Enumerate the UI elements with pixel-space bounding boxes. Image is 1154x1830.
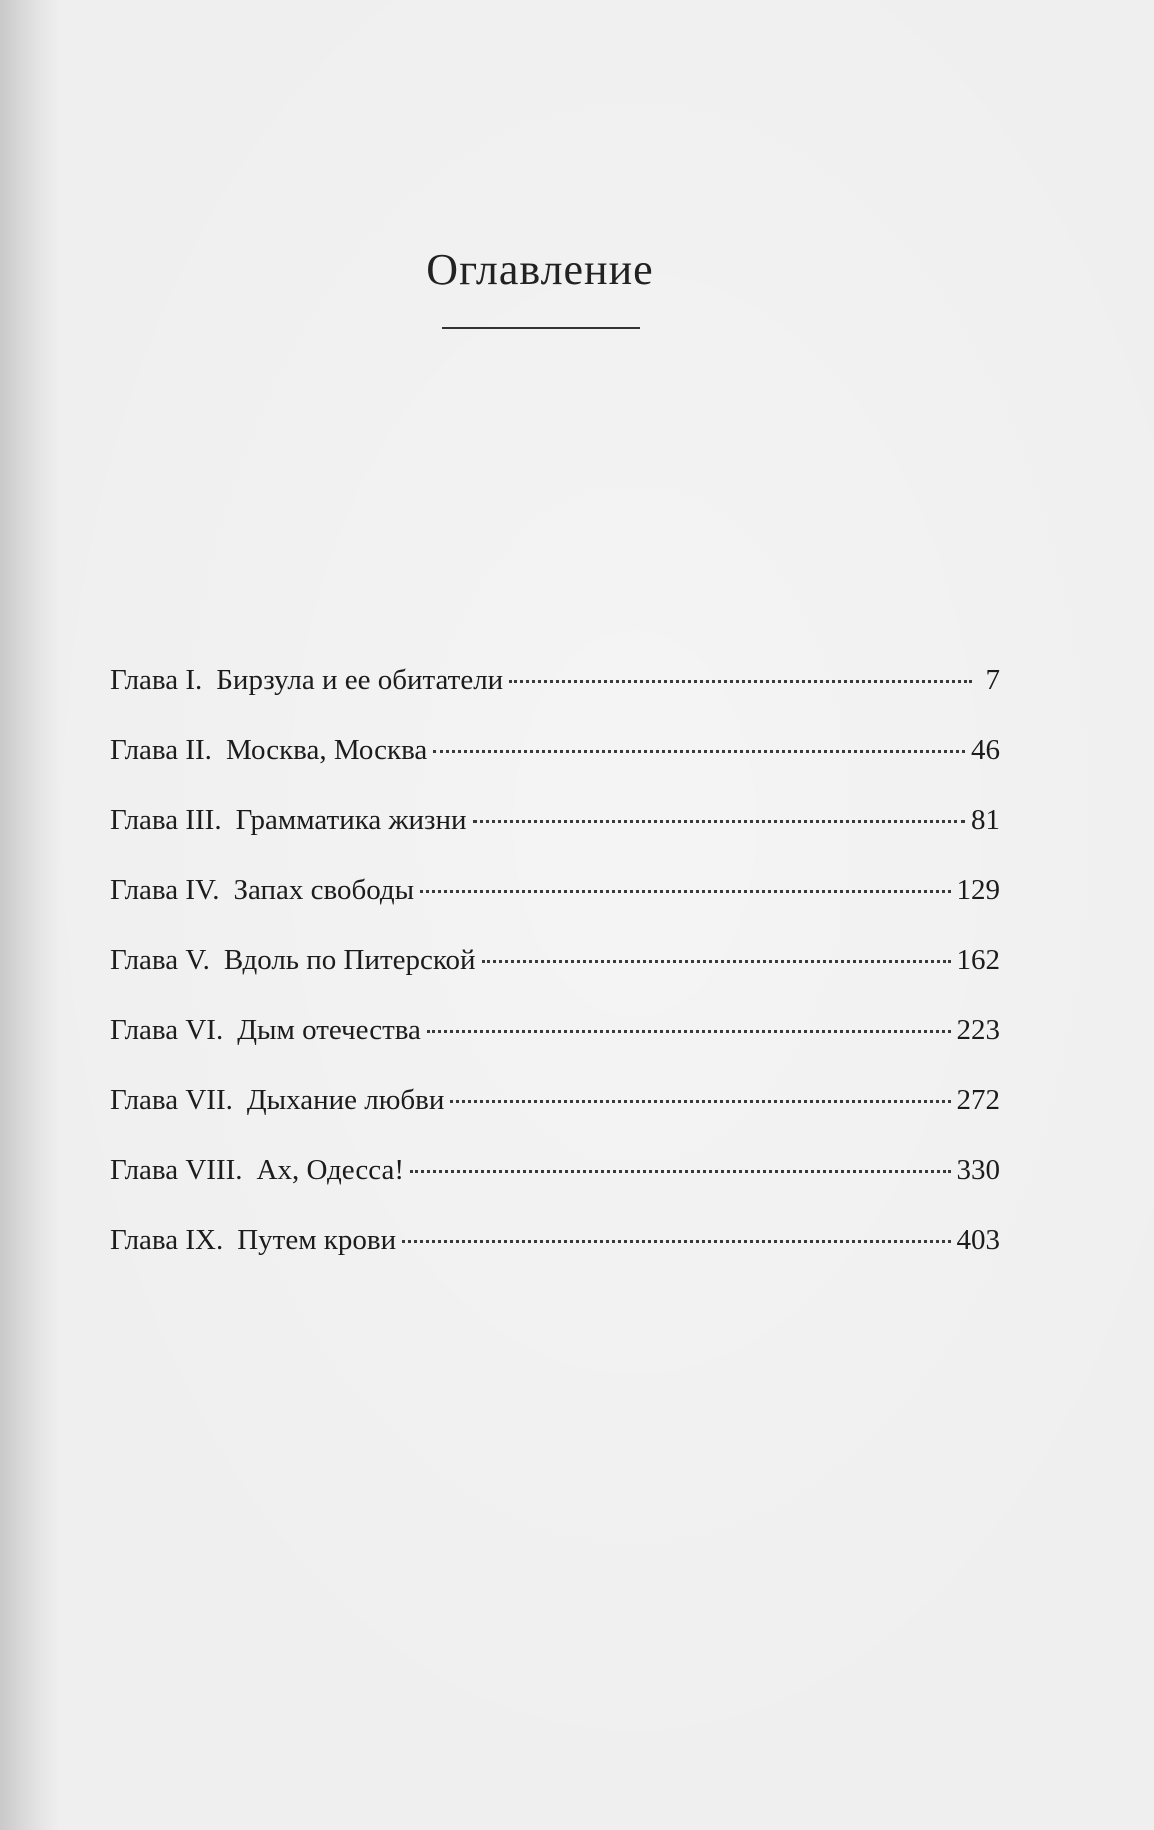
page-number: 330 (956, 1154, 1000, 1186)
page-number: 272 (956, 1084, 1000, 1116)
chapter-title: Бирзула и ее обитатели (216, 664, 504, 696)
dot-leader (402, 1240, 950, 1243)
chapter-title: Дыхание любви (246, 1084, 445, 1116)
dot-leader (473, 820, 965, 823)
chapter-number: Глава VII. (110, 1084, 233, 1116)
chapter-title: Запах свободы (233, 874, 415, 906)
chapter-title: Ах, Одесса! (256, 1154, 405, 1186)
chapter-title: Москва, Москва (225, 734, 428, 766)
toc-entry-6[interactable] (110, 1014, 1000, 1084)
toc-entry-1[interactable] (110, 664, 1000, 734)
dot-leader (450, 1100, 950, 1103)
chapter-number: Глава VI. (110, 1014, 224, 1046)
page-number: 46 (971, 734, 1000, 766)
chapter-number: Глава III. (110, 804, 222, 836)
chapter-number: Глава II. (110, 734, 212, 766)
page-number: 403 (956, 1224, 1000, 1256)
toc-entry-9[interactable] (110, 1224, 1000, 1294)
toc-entry-8[interactable] (110, 1154, 1000, 1224)
page-number: 81 (971, 804, 1000, 836)
table-of-contents (110, 664, 1000, 1294)
chapter-title: Дым отечества (237, 1014, 421, 1046)
toc-entry-3[interactable] (110, 804, 1000, 874)
page-title: Оглавление (426, 245, 654, 294)
chapter-title: Вдоль по Питерской (223, 944, 476, 976)
page-number: 223 (956, 1014, 1000, 1046)
page-number: 7 (985, 664, 1000, 696)
page-number: 129 (956, 874, 1000, 906)
title-underline (442, 327, 640, 329)
dot-leader (509, 680, 972, 683)
chapter-title: Путем крови (237, 1224, 397, 1256)
dot-leader (482, 960, 951, 963)
chapter-number: Глава IV. (110, 874, 220, 906)
chapter-number: Глава V. (110, 944, 210, 976)
dot-leader (410, 1170, 950, 1173)
chapter-number: Глава I. (110, 664, 203, 696)
toc-entry-7[interactable] (110, 1084, 1000, 1154)
dot-leader (420, 890, 950, 893)
chapter-number: Глава VIII. (110, 1154, 243, 1186)
toc-entry-4[interactable] (110, 874, 1000, 944)
toc-entry-5[interactable] (110, 944, 1000, 1014)
dot-leader (427, 1030, 951, 1033)
page-number: 162 (956, 944, 1000, 976)
chapter-title: Грамматика жизни (235, 804, 467, 836)
dot-leader (433, 750, 965, 753)
toc-entry-2[interactable] (110, 734, 1000, 804)
chapter-number: Глава IX. (110, 1224, 224, 1256)
